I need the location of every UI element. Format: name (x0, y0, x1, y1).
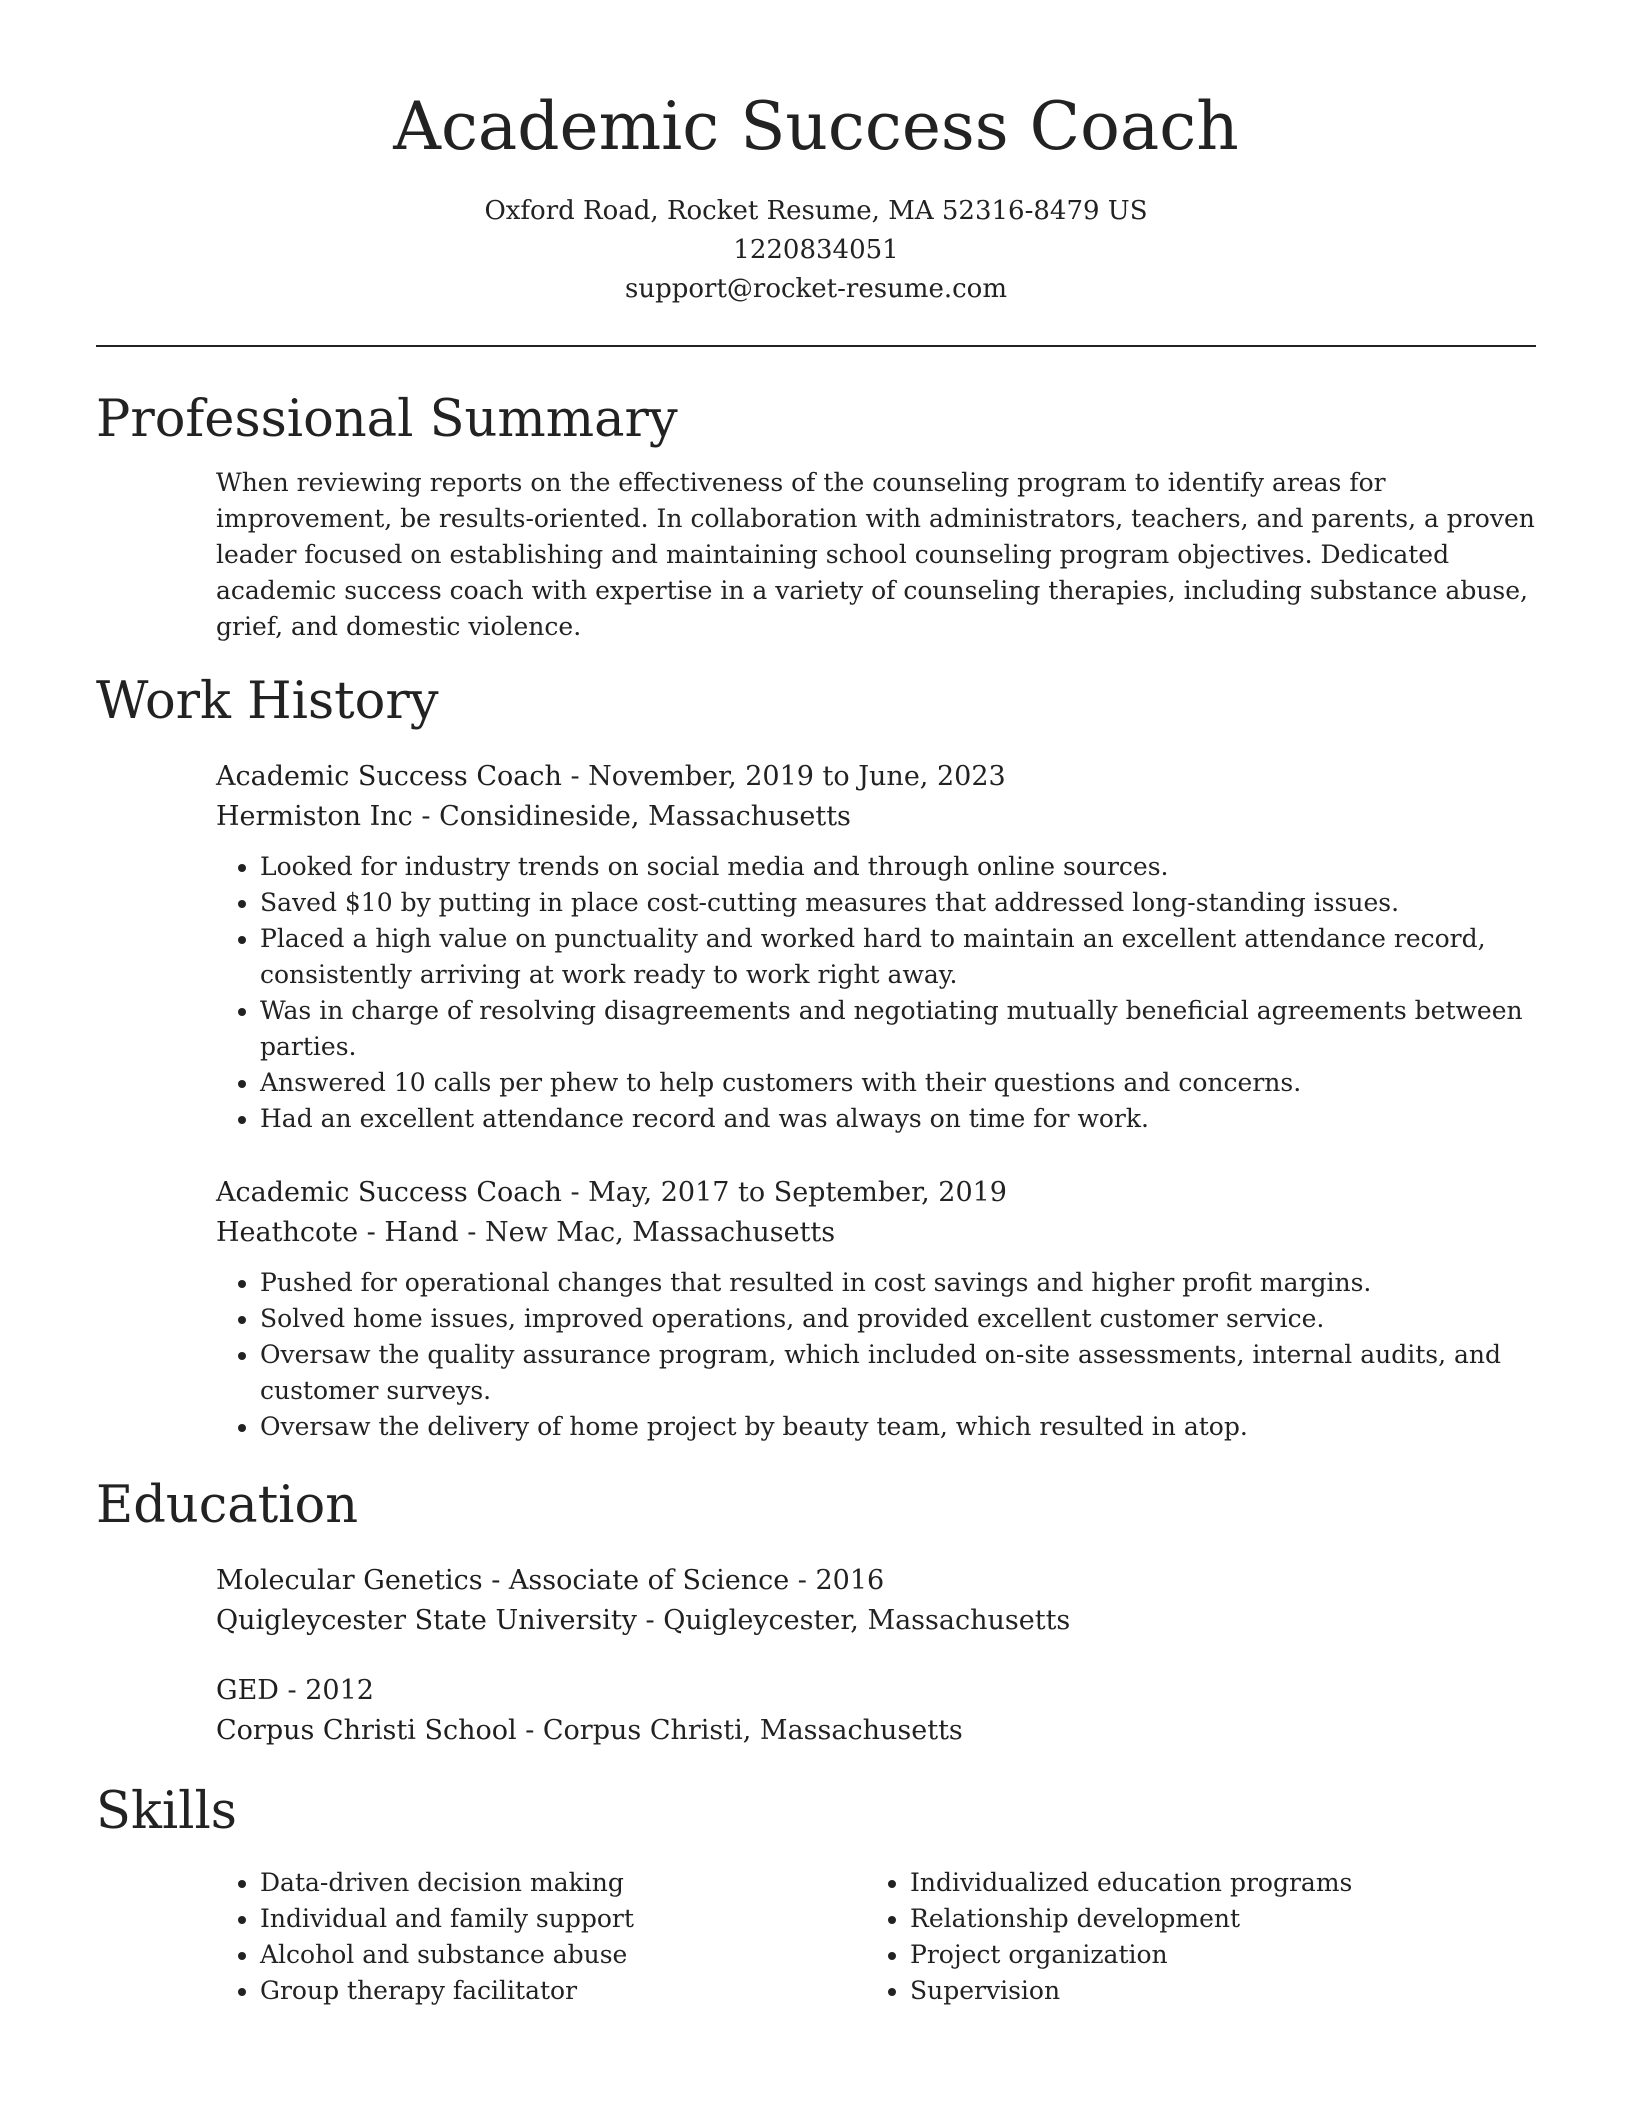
skill-item: • Relationship development (910, 1901, 1516, 1937)
job-title-line (216, 757, 1536, 797)
skill-item: • Project organization (910, 1937, 1516, 1973)
job-role: Academic Success Coach (216, 761, 562, 792)
list-item: • Placed a high value on punctuality and worked hard to maintain an excellent attendance record, consistently arriving at work ready to work right away. (260, 921, 1536, 993)
education-entry (216, 1671, 1536, 1751)
skills-list (216, 1865, 1536, 2009)
job-dates: - May, 2017 to September, 2019 (561, 1177, 1007, 1208)
list-item: • Solved home issues, improved operations, and provided excellent customer service. (260, 1301, 1536, 1337)
list-item: • Oversaw the delivery of home project by beauty team, which resulted in atop. (260, 1409, 1536, 1445)
skill-item: • Individual and family support (260, 1901, 866, 1937)
skills-column-right (866, 1865, 1516, 2009)
job-company-line (216, 797, 1536, 837)
work-history (216, 757, 1536, 1445)
email: support@rocket-resume.com (624, 274, 1007, 304)
list-item: • Oversaw the quality assurance program, which included on-site assessments, internal audits, and customer surveys. (260, 1337, 1536, 1409)
resume-header (96, 0, 1536, 309)
summary-heading: Professional Summary (96, 390, 678, 449)
skills-list-left (216, 1865, 866, 2009)
list-item: • Looked for industry trends on social media and through online sources. (260, 849, 1536, 885)
job-role: Academic Success Coach (216, 1177, 562, 1208)
education-heading: Education (96, 1476, 359, 1535)
skill-item: • Individualized education programs (910, 1865, 1516, 1901)
phone: 1220834051 (733, 235, 899, 265)
skills-heading: Skills (96, 1782, 237, 1841)
list-item: • Pushed for operational changes that resulted in cost savings and higher profit margins. (260, 1265, 1536, 1301)
school-line (216, 1601, 1536, 1641)
job-company-line (216, 1213, 1536, 1253)
skill-item: • Group therapy facilitator (260, 1973, 866, 2009)
degree-year: - 2016 (789, 1565, 885, 1596)
skill-item: • Data-driven decision making (260, 1865, 866, 1901)
degree: GED (216, 1675, 279, 1706)
school-line (216, 1711, 1536, 1751)
summary-text: When reviewing reports on the effectiveness of the counseling program to identify areas for improvement, be results-oriented. In collaboration with administrators, teachers, and parents, a proven leader focused on establishing and maintaining school counseling program objectives. Dedicated academic success coach with expertise in a variety of counseling therapies, including substance abuse, grief, and domestic violence. (216, 468, 1535, 641)
list-item: • Saved $10 by putting in place cost-cutting measures that addressed long-standing issues. (260, 885, 1536, 921)
header-divider (96, 345, 1536, 347)
candidate-name: Academic Success Coach (393, 88, 1239, 165)
education-entry (216, 1561, 1536, 1641)
job-bullets (216, 849, 1536, 1137)
job-location: - New Mac, Massachusetts (458, 1217, 836, 1248)
job-title-line (216, 1173, 1536, 1213)
degree-line (216, 1561, 1536, 1601)
school: Corpus Christi School (216, 1715, 517, 1746)
job-company: Hermiston Inc (216, 801, 413, 832)
list-item: • Was in charge of resolving disagreements and negotiating mutually beneficial agreements between parties. (260, 993, 1536, 1065)
degree-line (216, 1671, 1536, 1711)
address: Oxford Road, Rocket Resume, MA 52316-8479 US (484, 196, 1148, 226)
degree-year: - 2012 (278, 1675, 374, 1706)
skill-item: • Supervision (910, 1973, 1516, 2009)
skills-column-left (216, 1865, 866, 2009)
school-location: - Quigleycester, Massachusetts (636, 1605, 1071, 1636)
job-entry (216, 757, 1536, 1137)
degree: Molecular Genetics - Associate of Science (216, 1565, 790, 1596)
job-entry (216, 1173, 1536, 1445)
school: Quigleycester State University (216, 1605, 637, 1636)
contact-info (96, 192, 1536, 309)
skill-item: • Alcohol and substance abuse (260, 1937, 866, 1973)
job-location: - Considineside, Massachusetts (412, 801, 851, 832)
job-dates: - November, 2019 to June, 2023 (561, 761, 1006, 792)
school-location: - Corpus Christi, Massachusetts (516, 1715, 963, 1746)
education-list (216, 1561, 1536, 1751)
job-company: Heathcote - Hand (216, 1217, 459, 1248)
skills-list-right (866, 1865, 1516, 2009)
list-item: • Answered 10 calls per phew to help customers with their questions and concerns. (260, 1065, 1536, 1101)
list-item: • Had an excellent attendance record and was always on time for work. (260, 1101, 1536, 1137)
job-bullets (216, 1265, 1536, 1445)
work-history-heading: Work History (96, 672, 439, 731)
